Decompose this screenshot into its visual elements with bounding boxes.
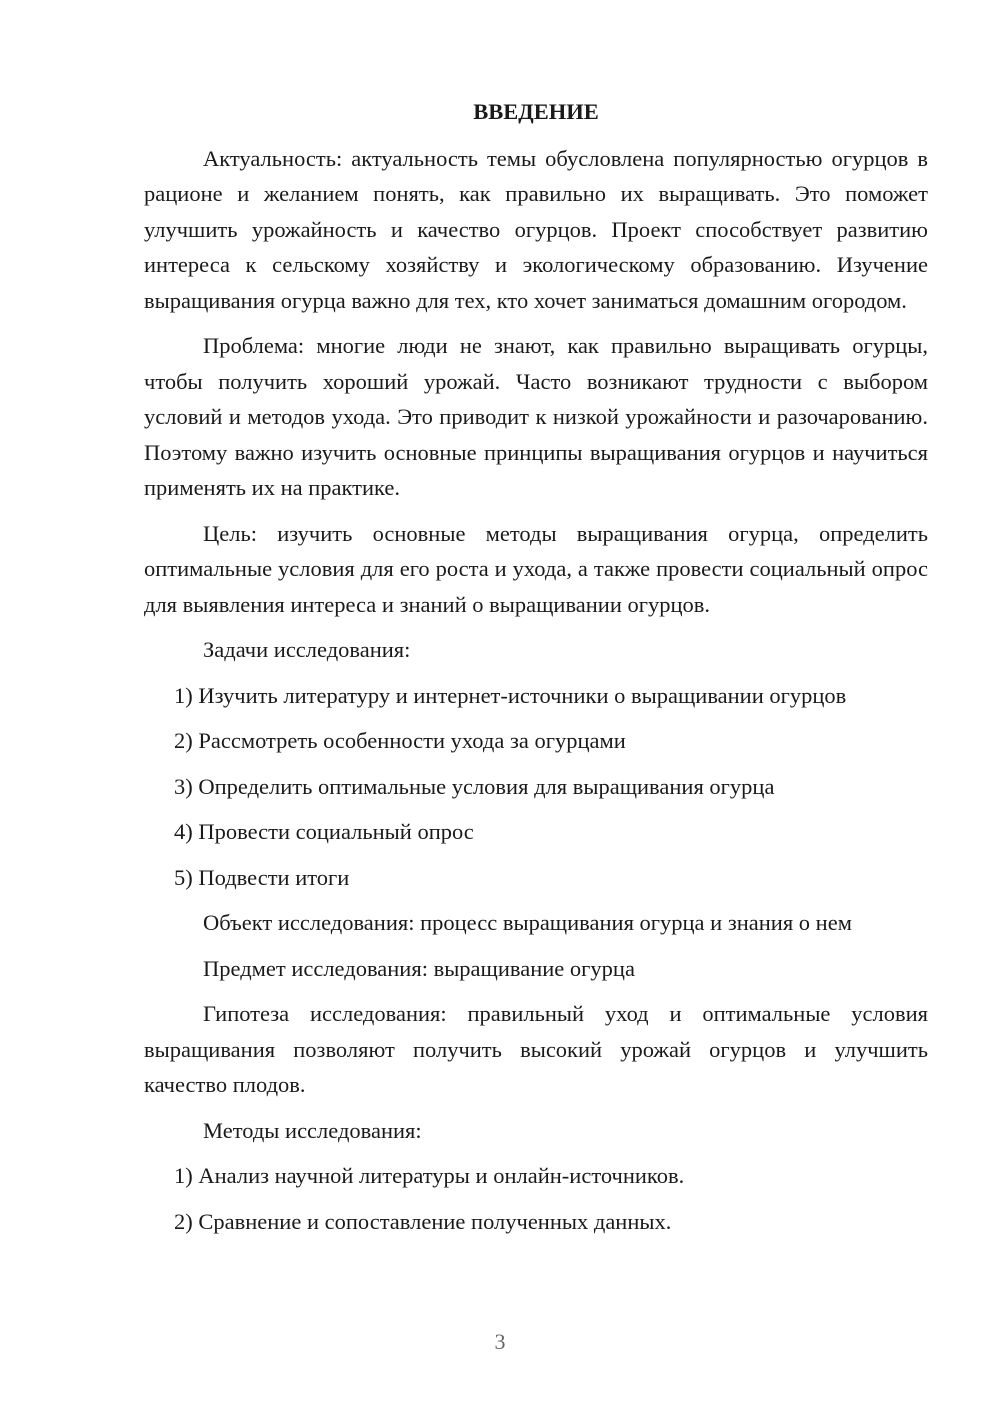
methods-heading: Методы исследования: xyxy=(203,1117,422,1143)
section-title: ВВЕДЕНИЕ xyxy=(473,99,599,124)
relevance-paragraph: Актуальность: актуальность темы обусловлена популярностью огурцов в рационе и желанием понять, как правильно их выращивать. Это поможет улучшить урожайность и качество огурцов. Проект способствует развитию интереса к сельскому хозяйству и экологическому образованию. Изучение выращивания огурца важно для тех, кто хочет заниматься домашним огородом. xyxy=(144,145,928,313)
research-object: Объект исследования: процесс выращивания огурца и знания о нем xyxy=(203,910,852,935)
task-item: 1) Изучить литературу и интернет-источники о выращивании огурцов xyxy=(174,682,847,708)
hypothesis-paragraph: Гипотеза исследования: правильный уход и оптимальные условия выращивания позволяют получить высокий урожай огурцов и улучшить качество плодов. xyxy=(144,1001,928,1097)
method-item: 1) Анализ научной литературы и онлайн-источников. xyxy=(174,1163,685,1188)
problem-paragraph: Проблема: многие люди не знают, как правильно выращивать огурцы, чтобы получить хороший урожай. Часто возникают трудности с выбором условий и методов ухода. Это приводит к низкой урожайности и разочарованию. Поэтому важно изучить основные принципы выращивания огурцов и научиться применять их на практике. xyxy=(144,333,928,500)
tasks-heading: Задачи исследования: xyxy=(203,637,411,662)
task-item: 3) Определить оптимальные условия для выращивания огурца xyxy=(174,773,775,799)
task-item: 4) Провести социальный опрос xyxy=(174,819,474,844)
research-subject: Предмет исследования: выращивание огурца xyxy=(203,955,635,981)
page-number: 3 xyxy=(494,1329,506,1354)
method-item: 2) Сравнение и сопоставление полученных данных. xyxy=(174,1208,672,1234)
page-content xyxy=(144,94,928,1249)
task-item: 5) Подвести итоги xyxy=(174,864,350,890)
goal-paragraph: Цель: изучить основные методы выращивания огурца, определить оптимальные условия для его роста и ухода, а также провести социальный опрос для выявления интереса и знаний о выращивании огурцов. xyxy=(144,520,928,617)
task-item: 2) Рассмотреть особенности ухода за огурцами xyxy=(174,728,626,753)
